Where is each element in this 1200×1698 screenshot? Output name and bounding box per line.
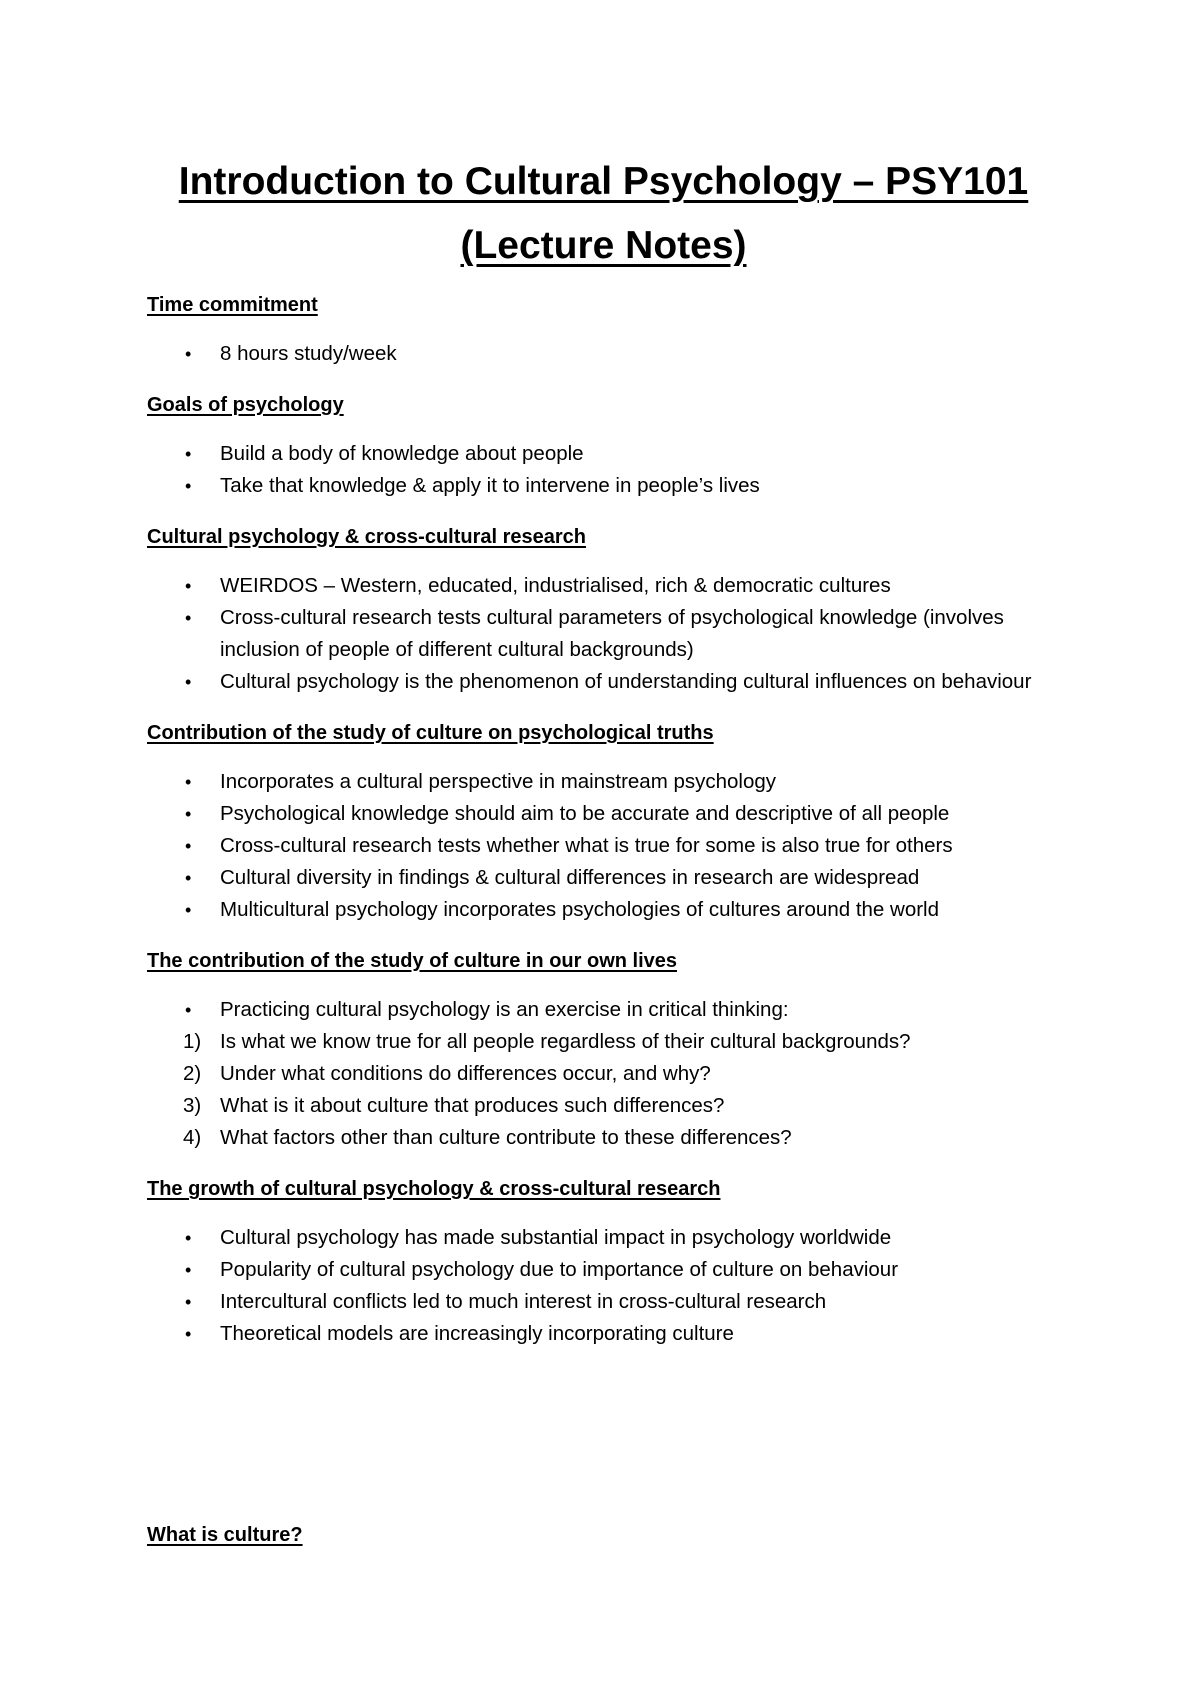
- section-cultural-psychology: [147, 524, 1060, 698]
- bullet-marker: •: [185, 1260, 192, 1280]
- list-item: [147, 470, 1060, 502]
- list-item: [147, 862, 1060, 894]
- bullet-list: [147, 1222, 1060, 1350]
- bullet-marker: •: [185, 836, 192, 856]
- title-line-2: (Lecture Notes): [460, 224, 747, 267]
- list-item-text: Multicultural psychology incorporates psychologies of cultures around the world: [220, 898, 940, 921]
- bullet-marker: •: [185, 1000, 192, 1020]
- list-item: [147, 994, 1060, 1026]
- list-item: [147, 830, 1060, 862]
- document-title: [147, 0, 1060, 278]
- number-marker: 2): [183, 1062, 202, 1085]
- section-heading: The contribution of the study of culture in our own lives: [147, 950, 677, 972]
- section-contribution-own-lives: [147, 948, 1060, 1154]
- list-item: [147, 666, 1060, 698]
- list-item-text: Practicing cultural psychology is an exercise in critical thinking:: [220, 998, 789, 1021]
- mixed-list: [147, 994, 1060, 1154]
- bullet-marker: •: [185, 476, 192, 496]
- list-item-text: WEIRDOS – Western, educated, industrialised, rich & democratic cultures: [220, 574, 891, 597]
- list-item: [147, 1318, 1060, 1350]
- list-item: [147, 1222, 1060, 1254]
- list-item: [147, 1254, 1060, 1286]
- list-item-text: Is what we know true for all people regardless of their cultural backgrounds?: [220, 1030, 911, 1053]
- bullet-marker: •: [185, 1292, 192, 1312]
- title-line-1: Introduction to Cultural Psychology – PSY101: [178, 160, 1029, 203]
- bullet-marker: •: [185, 804, 192, 824]
- bullet-marker: •: [185, 344, 192, 364]
- numbered-item: [147, 1026, 1060, 1058]
- list-item: [147, 1286, 1060, 1318]
- bullet-marker: •: [185, 772, 192, 792]
- number-marker: 1): [183, 1030, 202, 1053]
- numbered-item: [147, 1122, 1060, 1154]
- section-heading: What is culture?: [147, 1524, 303, 1546]
- bullet-marker: •: [185, 1324, 192, 1344]
- list-item-text: What is it about culture that produces such differences?: [220, 1094, 725, 1117]
- list-item-text: Take that knowledge & apply it to intervene in people’s lives: [220, 474, 760, 497]
- section-growth-of-cultural-psychology: [147, 1176, 1060, 1350]
- section-heading: The growth of cultural psychology & cross-cultural research: [147, 1178, 721, 1200]
- number-marker: 3): [183, 1094, 202, 1117]
- list-item: [147, 338, 1060, 370]
- bullet-marker: •: [185, 608, 192, 628]
- section-goals-of-psychology: [147, 392, 1060, 502]
- blank-space: [147, 1350, 1060, 1500]
- list-item-text: Build a body of knowledge about people: [220, 442, 584, 465]
- section-contribution-psychological-truths: [147, 720, 1060, 926]
- bullet-marker: •: [185, 1228, 192, 1248]
- list-item: [147, 602, 1060, 666]
- bullet-list: [147, 438, 1060, 502]
- list-item-text: Under what conditions do differences occur, and why?: [220, 1062, 711, 1085]
- bullet-marker: •: [185, 576, 192, 596]
- bullet-marker: •: [185, 672, 192, 692]
- list-item-text: Cross-cultural research tests cultural parameters of psychological knowledge (involves inclusion of people of different cultural backgrounds): [220, 606, 1004, 661]
- list-item-text: Theoretical models are increasingly incorporating culture: [220, 1322, 734, 1345]
- list-item: [147, 766, 1060, 798]
- list-item: [147, 798, 1060, 830]
- numbered-item: [147, 1058, 1060, 1090]
- section-heading: Contribution of the study of culture on psychological truths: [147, 722, 714, 744]
- list-item-text: 8 hours study/week: [220, 342, 397, 365]
- list-item-text: Intercultural conflicts led to much interest in cross-cultural research: [220, 1290, 827, 1313]
- numbered-item: [147, 1090, 1060, 1122]
- section-what-is-culture: [147, 1522, 1060, 1548]
- bullet-marker: •: [185, 868, 192, 888]
- list-item-text: Popularity of cultural psychology due to importance of culture on behaviour: [220, 1258, 899, 1281]
- list-item-text: Cross-cultural research tests whether what is true for some is also true for others: [220, 834, 953, 857]
- number-marker: 4): [183, 1126, 202, 1149]
- bullet-list: [147, 766, 1060, 926]
- section-heading: Time commitment: [147, 294, 318, 316]
- bullet-list: [147, 338, 1060, 370]
- list-item-text: Cultural diversity in findings & cultural differences in research are widespread: [220, 866, 920, 889]
- bullet-marker: •: [185, 900, 192, 920]
- list-item: [147, 570, 1060, 602]
- section-heading: Goals of psychology: [147, 394, 344, 416]
- list-item: [147, 438, 1060, 470]
- list-item-text: Cultural psychology has made substantial impact in psychology worldwide: [220, 1226, 892, 1249]
- section-time-commitment: [147, 292, 1060, 370]
- list-item-text: Incorporates a cultural perspective in mainstream psychology: [220, 770, 777, 793]
- list-item: [147, 894, 1060, 926]
- list-item-text: What factors other than culture contribute to these differences?: [220, 1126, 792, 1149]
- list-item-text: Cultural psychology is the phenomenon of understanding cultural influences on behaviour: [220, 670, 1032, 693]
- list-item-text: Psychological knowledge should aim to be accurate and descriptive of all people: [220, 802, 950, 825]
- bullet-marker: •: [185, 444, 192, 464]
- section-heading: Cultural psychology & cross-cultural research: [147, 526, 587, 548]
- bullet-list: [147, 570, 1060, 698]
